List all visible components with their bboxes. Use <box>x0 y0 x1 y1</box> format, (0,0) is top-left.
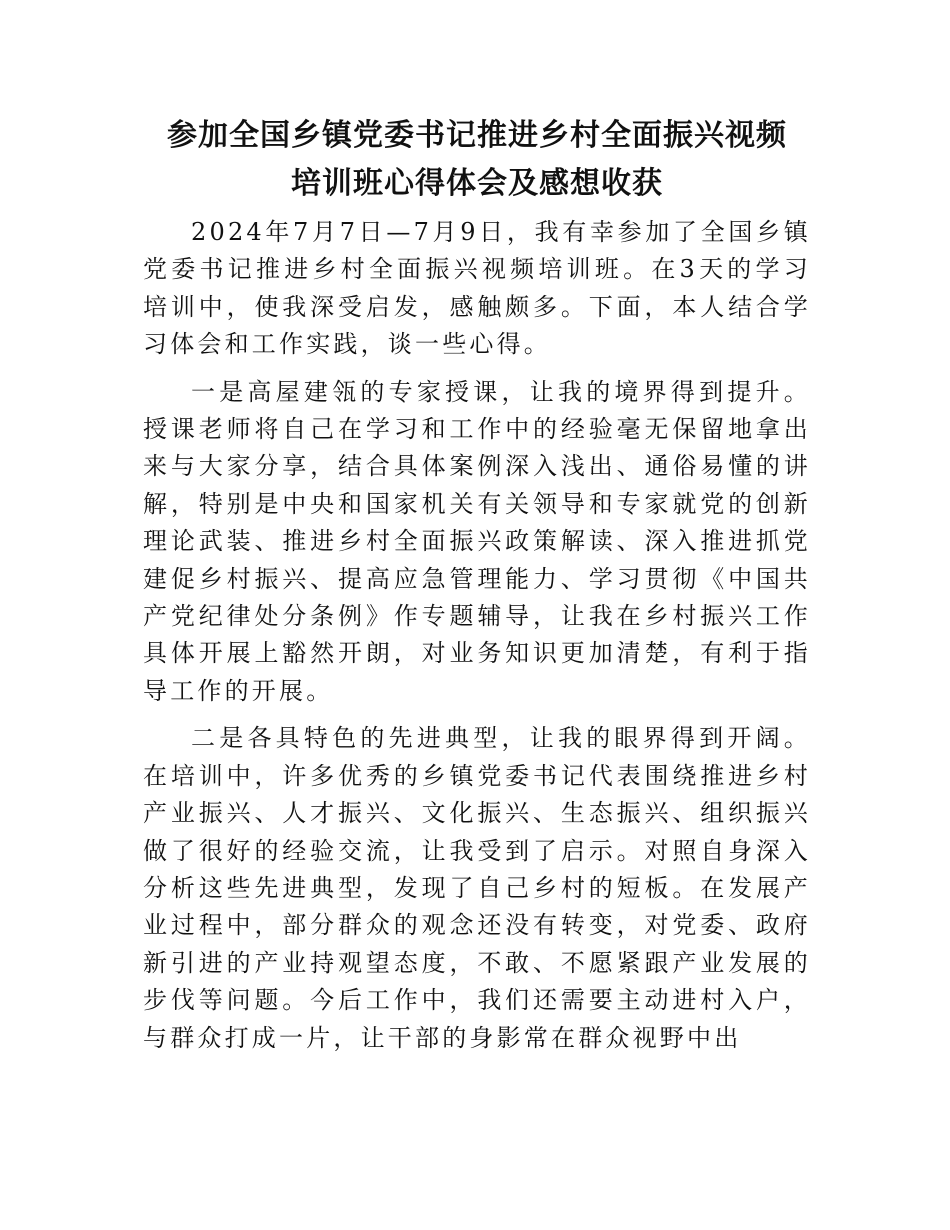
document-title <box>143 112 811 208</box>
paragraph-intro: 2024年7月7日—7月9日，我有幸参加了全国乡镇党委书记推进乡村全面振兴视频培训班。在3天的学习培训中，使我深受启发，感触颇多。下面，本人结合学习体会和工作实践，谈一些心得。 <box>143 218 811 359</box>
title-line-2: 培训班心得体会及感想收获 <box>291 166 663 201</box>
title-line-1: 参加全国乡镇党委书记推进乡村全面振兴视频 <box>167 118 787 153</box>
paragraph-point-two: 二是各具特色的先进典型，让我的眼界得到开阔。在培训中，许多优秀的乡镇党委书记代表围绕推进乡村产业振兴、人才振兴、文化振兴、生态振兴、组织振兴做了很好的经验交流，让我受到了启示。对照自身深入分析这些先进典型，发现了自己乡村的短板。在发展产业过程中，部分群众的观念还没有转变，对党委、政府新引进的产业持观望态度，不敢、不愿紧跟产业发展的步伐等问题。今后工作中，我们还需要主动进村入户，与群众打成一片，让干部的身影常在群众视野中出 <box>143 724 811 1052</box>
paragraph-point-one: 一是高屋建瓴的专家授课，让我的境界得到提升。授课老师将自己在学习和工作中的经验毫无保留地拿出来与大家分享，结合具体案例深入浅出、通俗易懂的讲解，特别是中央和国家机关有关领导和专家就党的创新理论武装、推进乡村全面振兴政策解读、深入推进抓党建促乡村振兴、提高应急管理能力、学习贯彻《中国共产党纪律处分条例》作专题辅导，让我在乡村振兴工作具体开展上豁然开朗，对业务知识更加清楚，有利于指导工作的开展。 <box>143 377 811 705</box>
document-page <box>143 112 811 1057</box>
